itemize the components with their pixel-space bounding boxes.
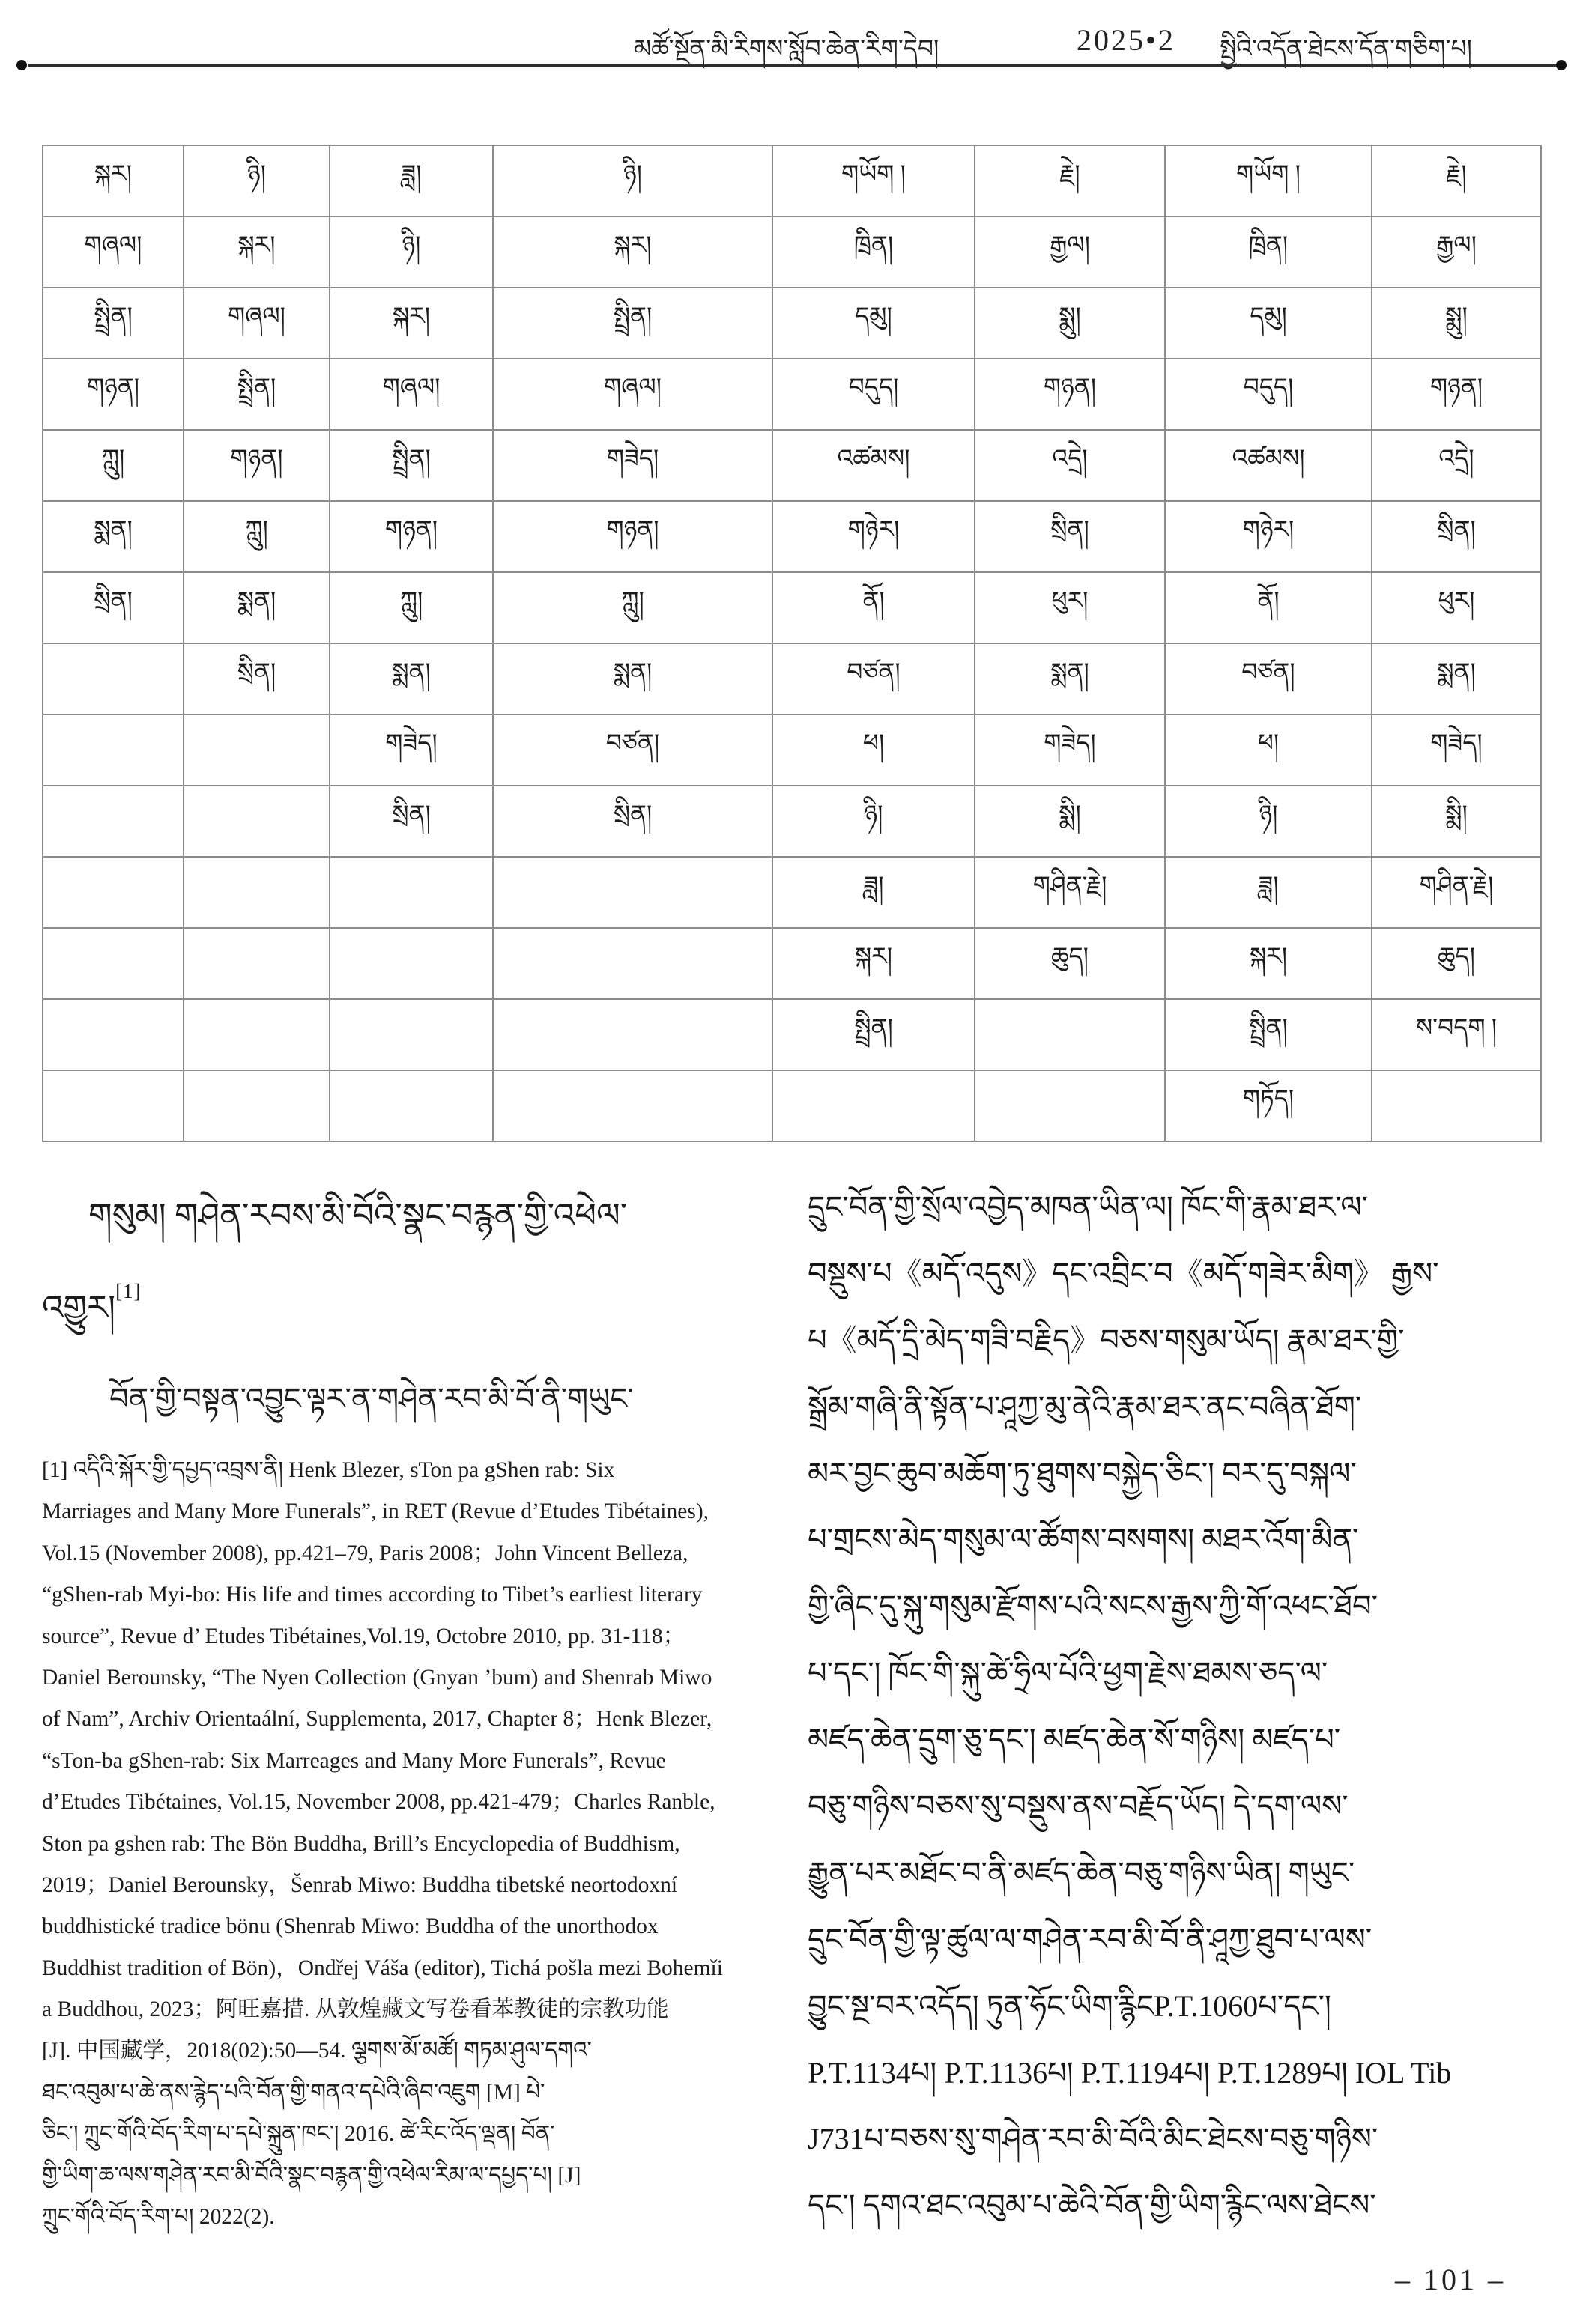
table-cell: ཀླུ། xyxy=(330,572,493,643)
table-cell: ཉི། xyxy=(184,145,330,216)
table-cell: འདྲེ། xyxy=(975,430,1165,501)
table-cell: གཉེར། xyxy=(772,501,975,572)
table-cell xyxy=(43,999,184,1070)
section-heading-line2-text: འགྱུར། xyxy=(42,1289,116,1326)
table-cell: ཁྲིན། xyxy=(772,216,975,288)
table-row xyxy=(43,572,1541,643)
table-cell: ཉི། xyxy=(493,145,772,216)
table-cell: ཕུར། xyxy=(975,572,1165,643)
body-text-line: གྱི་ཞིང་དུ་སྐུ་གསུམ་རྫོགས་པའི་སངས་རྒྱས་ཀྱི་གོ་འཕང་ཐོབ་ xyxy=(808,1589,1378,1624)
body-text-line: དྲུང་བོན་གྱི་ལྟ་ཚུལ་ལ་གཤེན་རབ་མི་བོ་ནི་ཤཱཀྱ་ཐུབ་པ་ལས་ xyxy=(808,1922,1372,1956)
table-cell xyxy=(43,1070,184,1141)
table-row xyxy=(43,1070,1541,1141)
table-cell: གཡོག ། xyxy=(772,145,975,216)
page-number: – 101 – xyxy=(1395,2263,1506,2296)
table-cell: ཉི། xyxy=(772,786,975,857)
table-cell xyxy=(330,857,493,928)
table-cell: སྨན། xyxy=(1372,643,1541,715)
table-cell: སྨུ། xyxy=(975,288,1165,359)
body-text-line: དང་། དགའ་ཐང་འབུམ་པ་ཆེའི་བོན་གྱི་ཡིག་རྙིང་ལས་ཐེངས་ xyxy=(808,2188,1376,2223)
footnote-line: “gShen-rab Myi-bo: His life and times according to Tibet’s earliest literary xyxy=(42,1583,703,1607)
table-cell: འདྲེ། xyxy=(1372,430,1541,501)
table-cell: གཉན། xyxy=(493,501,772,572)
table-cell: དམུ། xyxy=(1165,288,1372,359)
table-cell xyxy=(330,1070,493,1141)
body-text-line: བྱུང་སྔ་བར་འདོད། ཏུན་ཧོང་ཡིག་རྙིངP.T.1060པ་དང་། xyxy=(808,1988,1331,2023)
table-cell: གཞལ། xyxy=(184,288,330,359)
table-cell xyxy=(493,999,772,1070)
table-cell: སྨན། xyxy=(43,501,184,572)
table-cell: སྨི། xyxy=(1372,786,1541,857)
body-text-line: J731པ་བཅས་སུ་གཤེན་རབ་མི་བོའི་མིང་ཐེངས་བཅུ་གཉིས་ xyxy=(808,2122,1378,2156)
table-row xyxy=(43,928,1541,999)
body-text-line: རྒྱུན་པར་མཐོང་བ་ནི་མཛད་ཆེན་བཅུ་གཉིས་ཡིན། གཡུང་ xyxy=(808,1855,1355,1890)
table-cell: སྨན། xyxy=(493,643,772,715)
table-cell: གཡོག ། xyxy=(1165,145,1372,216)
table-cell: ཕ། xyxy=(1165,715,1372,786)
body-text-line: བཅུ་གཉིས་བཅས་སུ་བསྡུས་ནས་བརྗོད་ཡོད། དེ་དག་ལས་ xyxy=(808,1789,1349,1824)
table-body xyxy=(43,145,1541,1141)
table-cell xyxy=(330,928,493,999)
table-cell: སྲིན། xyxy=(330,786,493,857)
table-cell: རྗེ། xyxy=(1372,145,1541,216)
table-row xyxy=(43,643,1541,715)
table-cell: ཕུར། xyxy=(1372,572,1541,643)
footnote-reference-marker: [1] xyxy=(115,1280,142,1302)
header-divider xyxy=(28,64,1557,67)
table-cell xyxy=(43,928,184,999)
footnote-line: Buddhist tradition of Bön)，Ondřej Váša (editor), Tichá pošla mezi Bohemǐi xyxy=(42,1956,723,1980)
table-cell: གཉན། xyxy=(975,359,1165,430)
footnote-line: ཅིང་། ཀྲུང་གོའི་བོད་རིག་པ་དཔེ་སྐྲུན་ཁང་། 2016. ཚེ་རིང་འོད་ལྡན། བོན་ xyxy=(42,2122,555,2146)
table-row xyxy=(43,857,1541,928)
table-cell: གཉན། xyxy=(1372,359,1541,430)
body-text-line: མཛད་ཆེན་དྲུག་ཅུ་དང་། མཛད་ཆེན་སོ་གཉིས། མཛད་པ་ xyxy=(808,1723,1341,1757)
table-cell: བདུད། xyxy=(1165,359,1372,430)
table-cell xyxy=(184,786,330,857)
header-volume-label: སྤྱིའི་འདོན་ཐེངས་དོན་གཅིག་པ། xyxy=(1220,36,1472,63)
table-cell: ཟླ། xyxy=(1165,857,1372,928)
body-lead-line: བོན་གྱི་བསྟན་འབྱུང་ལྟར་ན་གཤེན་རབ་མི་བོ་ནི་གཡུང་ xyxy=(109,1382,634,1416)
body-text-line: དྲུང་བོན་གྱི་སྲོལ་འབྱེད་མཁན་ཡིན་ལ། ཁོང་གི་རྣམ་ཐར་ལ་ xyxy=(808,1190,1369,1224)
body-text-line: པ《མདོ་དྲི་མེད་གཟི་བརྗིད》བཅས་གསུམ་ཡོད། རྣམ་ཐར་གྱི་ xyxy=(808,1323,1405,1357)
table-cell xyxy=(43,857,184,928)
footnote-line: ཐང་འབུམ་པ་ཆེ་ནས་རྙེད་པའི་བོན་གྱི་གནའ་དཔེའི་ཞིབ་འཇུག [M] པེ་ xyxy=(42,2080,545,2105)
table-cell: ཁྲིན། xyxy=(1165,216,1372,288)
table-cell: སྐར། xyxy=(772,928,975,999)
table-cell: གཞལ། xyxy=(43,216,184,288)
table-cell: གཞལ། xyxy=(330,359,493,430)
footnote-line: [J]. 中国藏学，2018(02):50—54. ལྕགས་མོ་མཚོ། གཏམ་ཤུལ་དགའ་ xyxy=(42,2039,592,2063)
body-text-line: བསྡུས་པ《མདོ་འདུས》དང་འབྲིང་བ《མདོ་གཟེར་མིག》 རྒྱས་ xyxy=(808,1256,1439,1290)
table-cell xyxy=(975,999,1165,1070)
table-cell xyxy=(43,715,184,786)
table-cell: བཙན། xyxy=(493,715,772,786)
table-row xyxy=(43,359,1541,430)
header-journal-title: མཚོ་སྔོན་མི་རིགས་སློབ་ཆེན་རིག་དེབ། xyxy=(634,36,939,63)
table-cell: ཉི། xyxy=(1165,786,1372,857)
table-cell xyxy=(184,857,330,928)
table-cell: ཟླ། xyxy=(772,857,975,928)
table-cell: འཚམས། xyxy=(772,430,975,501)
syllable-comparison-table xyxy=(42,145,1542,1142)
table-row xyxy=(43,216,1541,288)
table-cell: སྤྲིན། xyxy=(330,430,493,501)
footnote-line: Daniel Berounsky, “The Nyen Collection (Gnyan ’bum) and Shenrab Miwo xyxy=(42,1665,712,1690)
table-cell: ཆུད། xyxy=(975,928,1165,999)
footnote-line: buddhistické tradice bönu (Shenrab Miwo: Buddha of the unorthodox xyxy=(42,1914,659,1939)
footnote-block xyxy=(42,1450,784,2241)
table-cell: སྨན། xyxy=(330,643,493,715)
table-cell: སྨན། xyxy=(184,572,330,643)
table-cell: གཟེད། xyxy=(1372,715,1541,786)
body-text-line: མར་བྱང་ཆུབ་མཆོག་ཏུ་ཐུགས་བསྐྱེད་ཅིང་། བར་དུ་བསྐལ་ xyxy=(808,1456,1357,1490)
table-cell: སྨན། xyxy=(975,643,1165,715)
footnote-line: ཀྲུང་གོའི་བོད་རིག་པ། 2022(2). xyxy=(42,2205,275,2230)
footnote-line: “sTon-ba gShen-rab: Six Marreages and Many More Funerals”, Revue xyxy=(42,1748,666,1773)
table-cell: གཉན། xyxy=(43,359,184,430)
table-cell xyxy=(184,1070,330,1141)
body-text-line: པ་དང་། ཁོང་གི་སྐུ་ཚེ་ཧྲིལ་པོའི་ཕྱག་རྗེས་ཐམས་ཅད་ལ་ xyxy=(808,1656,1328,1690)
table-cell: གཏོད། xyxy=(1165,1070,1372,1141)
table-cell: སྤྲིན། xyxy=(772,999,975,1070)
table-cell: སྲིན། xyxy=(1372,501,1541,572)
body-text-line: P.T.1134པ། P.T.1136པ། P.T.1194པ། P.T.1289པ། IOL Tib xyxy=(808,2055,1452,2090)
table-cell: གཉེར། xyxy=(1165,501,1372,572)
footnote-line: source”, Revue d’ Etudes Tibétaines,Vol.19, Octobre 2010, pp. 31-118； xyxy=(42,1624,685,1648)
footnote-line: of Nam”, Archiv Orientaální, Supplementa, 2017, Chapter 8；Henk Blezer, xyxy=(42,1707,712,1732)
footnote-line: Ston pa gshen rab: The Bön Buddha, Brill’s Encyclopedia of Buddhism, xyxy=(42,1831,680,1856)
table-row xyxy=(43,145,1541,216)
table-cell: སྐར། xyxy=(493,216,772,288)
table-cell: སྲིན། xyxy=(975,501,1165,572)
table-cell: བཙན། xyxy=(772,643,975,715)
body-text-line: པ་གྲངས་མེད་གསུམ་ལ་ཚོགས་བསགས། མཐར་འོག་མིན་ xyxy=(808,1523,1359,1557)
table-cell: སྨི། xyxy=(975,786,1165,857)
table-cell: ཉི། xyxy=(330,216,493,288)
table-cell: གཉན། xyxy=(184,430,330,501)
divider-dot-left-icon xyxy=(16,60,27,70)
table-cell: ནོ། xyxy=(1165,572,1372,643)
table-cell: གཤིན་རྗེ། xyxy=(975,857,1165,928)
footnote-line: 2019；Daniel Berounsky，Šenrab Miwo: Buddha tibetské neortodoxní xyxy=(42,1872,678,1897)
table-cell: གཟེད། xyxy=(493,430,772,501)
table-cell: སྲིན། xyxy=(43,572,184,643)
section-heading-line1: གསུམ། གཤེན་རབས་མི་བོའི་སྣང་བརྙན་གྱི་འཕེལ་ xyxy=(88,1197,628,1234)
table-cell: གཞལ། xyxy=(493,359,772,430)
table-cell xyxy=(772,1070,975,1141)
table-cell: སྐར། xyxy=(184,216,330,288)
table-cell: སྲིན། xyxy=(184,643,330,715)
table-cell: དམུ། xyxy=(772,288,975,359)
table-cell: གཉན། xyxy=(330,501,493,572)
body-text-line: སྒྲོམ་གཞི་ནི་སྟོན་པ་ཤཱཀྱ་མུ་ནེའི་རྣམ་ཐར་ནང་བཞིན་ཐོག་ xyxy=(808,1389,1362,1424)
table-cell: བཙན། xyxy=(1165,643,1372,715)
table-row xyxy=(43,786,1541,857)
table-cell xyxy=(1372,1070,1541,1141)
header-issue-number: 2025•2 xyxy=(1077,23,1176,57)
table-cell: ཟླ། xyxy=(330,145,493,216)
table-cell: སྨུ། xyxy=(1372,288,1541,359)
table-row xyxy=(43,999,1541,1070)
divider-dot-right-icon xyxy=(1556,60,1567,70)
table-cell xyxy=(43,643,184,715)
table-cell: སྐར། xyxy=(1165,928,1372,999)
footnote-line: Vol.15 (November 2008), pp.421–79, Paris 2008；John Vincent Belleza, xyxy=(42,1541,688,1565)
table-row xyxy=(43,501,1541,572)
table-cell: གཤིན་རྗེ། xyxy=(1372,857,1541,928)
table-cell: རྗེ། xyxy=(975,145,1165,216)
table-cell: གཟེད། xyxy=(330,715,493,786)
footnote-line: Marriages and Many More Funerals”, in RET (Revue d’Etudes Tibétaines), xyxy=(42,1499,709,1524)
table-row xyxy=(43,715,1541,786)
table-cell: ནོ། xyxy=(772,572,975,643)
table-cell: ཀླུ། xyxy=(493,572,772,643)
table-cell xyxy=(184,715,330,786)
table-cell: སྤྲིན། xyxy=(43,288,184,359)
table-cell: སྤྲིན། xyxy=(1165,999,1372,1070)
table-row xyxy=(43,288,1541,359)
table-cell: སྲིན། xyxy=(493,786,772,857)
table-cell xyxy=(184,928,330,999)
table-cell: སྐར། xyxy=(43,145,184,216)
table-cell: རྒྱལ། xyxy=(1372,216,1541,288)
footnote-line: a Buddhou, 2023；阿旺嘉措. 从敦煌藏文写卷看苯教徒的宗教功能 xyxy=(42,1997,669,2022)
table-cell: སྐར། xyxy=(330,288,493,359)
section-heading-line2 xyxy=(42,1269,739,1365)
footnote-line: [1] འདིའི་སྐོར་གྱི་དཔྱད་འབྲས་ནི། Henk Blezer, sTon pa gShen rab: Six xyxy=(42,1458,615,1482)
table-cell: གཟེད། xyxy=(975,715,1165,786)
table-cell: ཀླུ། xyxy=(184,501,330,572)
table-cell: ཕ། xyxy=(772,715,975,786)
table-cell xyxy=(493,928,772,999)
table-cell xyxy=(43,786,184,857)
table-cell xyxy=(975,1070,1165,1141)
table-cell xyxy=(493,857,772,928)
table-cell: ཆུད། xyxy=(1372,928,1541,999)
footnote-line: d’Etudes Tibétaines, Vol.15, November 2008, pp.421-479；Charles Ranble, xyxy=(42,1790,715,1815)
table-cell: འཚམས། xyxy=(1165,430,1372,501)
table-cell: ཀླུ། xyxy=(43,430,184,501)
body-right-column xyxy=(808,1174,1549,2241)
table-cell: རྒྱལ། xyxy=(975,216,1165,288)
footnote-line: གྱི་ཡིག་ཆ་ལས་གཤེན་རབ་མི་བོའི་སྣང་བརྙན་གྱི་འཕེལ་རིམ་ལ་དཔྱད་པ། [J] xyxy=(42,2163,581,2188)
table-cell: སྤྲིན། xyxy=(184,359,330,430)
table-row xyxy=(43,430,1541,501)
table-cell: སྤྲིན། xyxy=(493,288,772,359)
table-cell: ས་བདག ། xyxy=(1372,999,1541,1070)
table-cell: བདུད། xyxy=(772,359,975,430)
table-cell xyxy=(330,999,493,1070)
table-cell xyxy=(184,999,330,1070)
table-cell xyxy=(493,1070,772,1141)
